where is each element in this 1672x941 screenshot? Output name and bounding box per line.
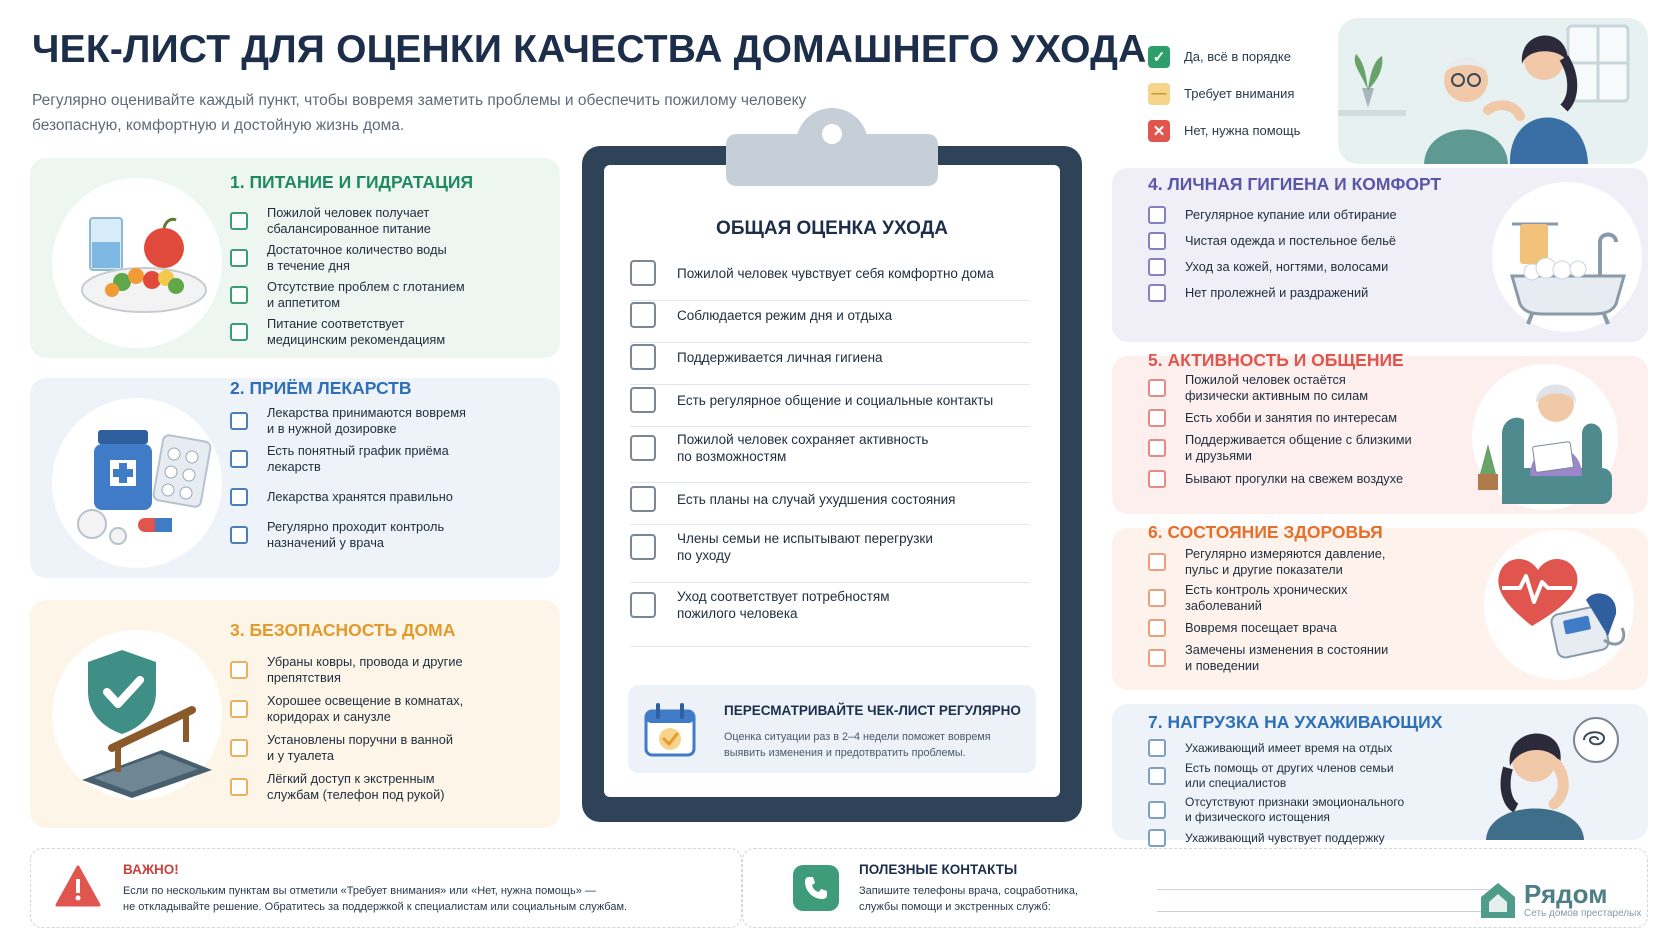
checkbox[interactable] xyxy=(630,486,656,512)
list-item[interactable]: Чистая одежда и постельное бельё xyxy=(1148,228,1488,254)
checkbox[interactable] xyxy=(1148,801,1166,819)
activity-card xyxy=(1112,350,1648,514)
medication-card xyxy=(30,378,560,578)
important-title: ВАЖНО! xyxy=(123,862,179,877)
contacts-title: ПОЛЕЗНЫЕ КОНТАКТЫ xyxy=(859,862,1018,877)
checkbox[interactable] xyxy=(630,260,656,286)
hygiene-list xyxy=(1148,202,1488,306)
clipboard-item[interactable]: Пожилой человек сохраняет активность по возможностям xyxy=(630,431,1030,465)
checkbox[interactable] xyxy=(230,412,248,430)
checkbox[interactable] xyxy=(230,450,248,468)
safety-title: 3. БЕЗОПАСНОСТЬ ДОМА xyxy=(230,620,456,640)
checkbox[interactable] xyxy=(630,592,656,618)
minus-icon: — xyxy=(1148,83,1170,105)
checkbox[interactable] xyxy=(1148,649,1166,667)
list-item[interactable]: Есть хобби и занятия по интересам xyxy=(1148,406,1488,430)
checkbox[interactable] xyxy=(630,534,656,560)
bathtub-icon xyxy=(1492,182,1642,332)
list-item[interactable]: Лекарства принимаются вовремя и в нужной дозировке xyxy=(230,402,550,440)
caregivers-card xyxy=(1112,704,1648,845)
check-icon: ✓ xyxy=(1148,46,1170,68)
contacts-write-line[interactable] xyxy=(1157,889,1489,890)
activity-title: 5. АКТИВНОСТЬ И ОБЩЕНИЕ xyxy=(1148,350,1404,370)
reminder-title: ПЕРЕСМАТРИВАЙТЕ ЧЕК-ЛИСТ РЕГУЛЯРНО xyxy=(724,703,1021,718)
checkbox[interactable] xyxy=(1148,284,1166,302)
caregivers-title: 7. НАГРУЗКА НА УХАЖИВАЮЩИХ xyxy=(1148,712,1443,732)
legend-ok xyxy=(1148,38,1300,75)
divider xyxy=(630,646,1030,647)
divider xyxy=(630,342,1030,343)
list-item[interactable]: Вовремя посещает врача xyxy=(1148,616,1488,640)
divider xyxy=(630,300,1030,301)
divider xyxy=(630,426,1030,427)
nutrition-list xyxy=(230,202,550,350)
list-item[interactable]: Пожилой человек получает сбалансированное питание xyxy=(230,202,550,239)
warning-icon xyxy=(55,865,101,907)
list-item[interactable]: Хорошее освещение в комнатах, коридорах и санузле xyxy=(230,689,550,728)
checkbox[interactable] xyxy=(1148,206,1166,224)
checkbox[interactable] xyxy=(230,739,248,757)
health-list xyxy=(1148,544,1488,676)
checkbox[interactable] xyxy=(1148,767,1166,785)
legend-help xyxy=(1148,112,1300,149)
list-item[interactable]: Бывают прогулки на свежем воздухе xyxy=(1148,466,1488,492)
legend-attention-label: Требует внимания xyxy=(1184,86,1295,101)
checkbox[interactable] xyxy=(630,387,656,413)
list-item[interactable]: Ухаживающий имеет время на отдых xyxy=(1148,738,1488,758)
checkbox[interactable] xyxy=(1148,739,1166,757)
caregiver-elder-illustration xyxy=(1338,18,1648,164)
legend xyxy=(1148,38,1300,149)
divider xyxy=(630,384,1030,385)
list-item[interactable]: Регулярно измеряются давление, пульс и другие показатели xyxy=(1148,544,1488,580)
checkbox[interactable] xyxy=(1148,619,1166,637)
list-item[interactable]: Достаточное количество воды в течение дня xyxy=(230,239,550,276)
list-item[interactable]: Установлены поручни в ванной и у туалета xyxy=(230,728,550,767)
checkbox[interactable] xyxy=(630,344,656,370)
divider xyxy=(630,482,1030,483)
list-item[interactable]: Лёгкий доступ к экстренным службам (телефон под рукой) xyxy=(230,767,550,806)
brand-logo xyxy=(1478,880,1641,920)
hygiene-card xyxy=(1112,168,1648,342)
list-item[interactable]: Нет пролежней и раздражений xyxy=(1148,280,1488,306)
divider xyxy=(630,582,1030,583)
list-item[interactable]: Питание соответствует медицинским рекомендациям xyxy=(230,313,550,350)
checkbox[interactable] xyxy=(1148,232,1166,250)
safety-card xyxy=(30,600,560,828)
clipboard-title: ОБЩАЯ ОЦЕНКА УХОДА xyxy=(716,218,948,239)
phone-icon xyxy=(793,865,839,911)
shield-icon xyxy=(52,630,222,800)
checkbox[interactable] xyxy=(230,249,248,267)
nutrition-card xyxy=(30,158,560,358)
heart-monitor-icon xyxy=(1484,530,1634,680)
cross-icon: ✕ xyxy=(1148,120,1170,142)
list-item[interactable]: Пожилой человек остаётся физически активным по силам xyxy=(1148,370,1488,406)
checkbox[interactable] xyxy=(1148,589,1166,607)
clipboard-clip-hole xyxy=(822,124,842,144)
important-text: Если по нескольким пунктам вы отметили «Требует внимания» или «Нет, нужна помощь» — не откладывайте решение. Обратитесь за поддержкой к специалистам или социальным службам. xyxy=(123,885,628,913)
house-logo-icon xyxy=(1478,880,1518,920)
list-item[interactable]: Лекарства хранятся правильно xyxy=(230,478,550,516)
checkbox[interactable] xyxy=(230,286,248,304)
list-item[interactable]: Регулярное купание или обтирание xyxy=(1148,202,1488,228)
legend-attention xyxy=(1148,75,1300,112)
divider xyxy=(630,524,1030,525)
checkbox[interactable] xyxy=(230,212,248,230)
legend-ok-label: Да, всё в порядке xyxy=(1184,49,1291,64)
checkbox[interactable] xyxy=(230,526,248,544)
medication-list xyxy=(230,402,550,554)
list-item[interactable]: Отсутствие проблем с глотанием и аппетитом xyxy=(230,276,550,313)
checkbox[interactable] xyxy=(1148,258,1166,276)
checkbox[interactable] xyxy=(230,323,248,341)
checkbox[interactable] xyxy=(230,488,248,506)
calendar-check-icon xyxy=(644,703,696,757)
clipboard-item[interactable]: Уход соответствует потребностям пожилого человека xyxy=(630,588,1030,622)
medicine-icon xyxy=(52,398,222,568)
brand-tagline: Сеть домов престарелых xyxy=(1524,908,1642,919)
health-title: 6. СОСТОЯНИЕ ЗДОРОВЬЯ xyxy=(1148,522,1383,542)
clipboard-item[interactable]: Пожилой человек чувствует себя комфортно дома xyxy=(630,260,1030,286)
safety-list xyxy=(230,650,550,806)
list-item[interactable]: Регулярно проходит контроль назначений у врача xyxy=(230,516,550,554)
clipboard-item[interactable]: Соблюдается режим дня и отдыха xyxy=(630,302,1030,328)
page-subtitle: Регулярно оценивайте каждый пункт, чтобы вовремя заметить проблемы и обеспечить пожилому человеку безопасную, комфортную и достойную жизнь дома. xyxy=(32,92,807,134)
nutrition-title: 1. ПИТАНИЕ И ГИДРАТАЦИЯ xyxy=(230,172,474,192)
clipboard-item[interactable]: Члены семьи не испытывают перегрузки по уходу xyxy=(630,530,1030,564)
clipboard-item[interactable]: Есть регулярное общение и социальные контакты xyxy=(630,387,1030,413)
contacts-text: Запишите телефоны врача, соцработника, службы помощи и экстренных служб: xyxy=(859,885,1079,913)
checkbox[interactable] xyxy=(230,778,248,796)
contacts-write-line[interactable] xyxy=(1157,911,1489,912)
checkbox[interactable] xyxy=(1148,553,1166,571)
checkbox[interactable] xyxy=(630,435,656,461)
hygiene-title: 4. ЛИЧНАЯ ГИГИЕНА И КОМФОРТ xyxy=(1148,174,1442,194)
list-item[interactable]: Ухаживающий чувствует поддержку xyxy=(1148,827,1488,849)
list-item[interactable]: Есть понятный график приёма лекарств xyxy=(230,440,550,478)
checkbox[interactable] xyxy=(1148,379,1166,397)
clipboard-item[interactable]: Есть планы на случай ухудшения состояния xyxy=(630,486,1030,512)
list-item[interactable]: Отсутствуют признаки эмоционального и физического истощения xyxy=(1148,793,1488,827)
list-item[interactable]: Уход за кожей, ногтями, волосами xyxy=(1148,254,1488,280)
important-box xyxy=(30,848,742,928)
checkbox[interactable] xyxy=(1148,409,1166,427)
checkbox[interactable] xyxy=(1148,439,1166,457)
list-item[interactable]: Замечены изменения в состоянии и поведении xyxy=(1148,640,1488,676)
checkbox[interactable] xyxy=(230,661,248,679)
checkbox[interactable] xyxy=(230,700,248,718)
page-title: ЧЕК-ЛИСТ ДЛЯ ОЦЕНКИ КАЧЕСТВА ДОМАШНЕГО УХОДА xyxy=(32,28,1147,71)
caregivers-list xyxy=(1148,738,1488,849)
reminder-box xyxy=(628,685,1036,773)
health-card xyxy=(1112,522,1648,690)
list-item[interactable]: Убраны ковры, провода и другие препятствия xyxy=(230,650,550,689)
medication-title: 2. ПРИЁМ ЛЕКАРСТВ xyxy=(230,378,412,398)
checkbox[interactable] xyxy=(630,302,656,328)
legend-help-label: Нет, нужна помощь xyxy=(1184,123,1301,138)
list-item[interactable]: Есть помощь от других членов семьи или специалистов xyxy=(1148,758,1488,793)
checkbox[interactable] xyxy=(1148,829,1166,847)
list-item[interactable]: Есть контроль хронических заболеваний xyxy=(1148,580,1488,616)
tired-caregiver-icon xyxy=(1472,708,1642,840)
brand-name: Рядом xyxy=(1524,879,1608,909)
reminder-text: Оценка ситуации раз в 2–4 недели поможет вовремя выявить изменения и предотвратить проблемы. xyxy=(724,731,991,759)
list-item[interactable]: Поддерживается общение с близкими и друзьями xyxy=(1148,430,1488,466)
activity-list xyxy=(1148,370,1488,492)
checkbox[interactable] xyxy=(1148,470,1166,488)
food-icon xyxy=(52,178,222,348)
clipboard-item[interactable]: Поддерживается личная гигиена xyxy=(630,344,1030,370)
reading-elder-icon xyxy=(1472,364,1618,510)
